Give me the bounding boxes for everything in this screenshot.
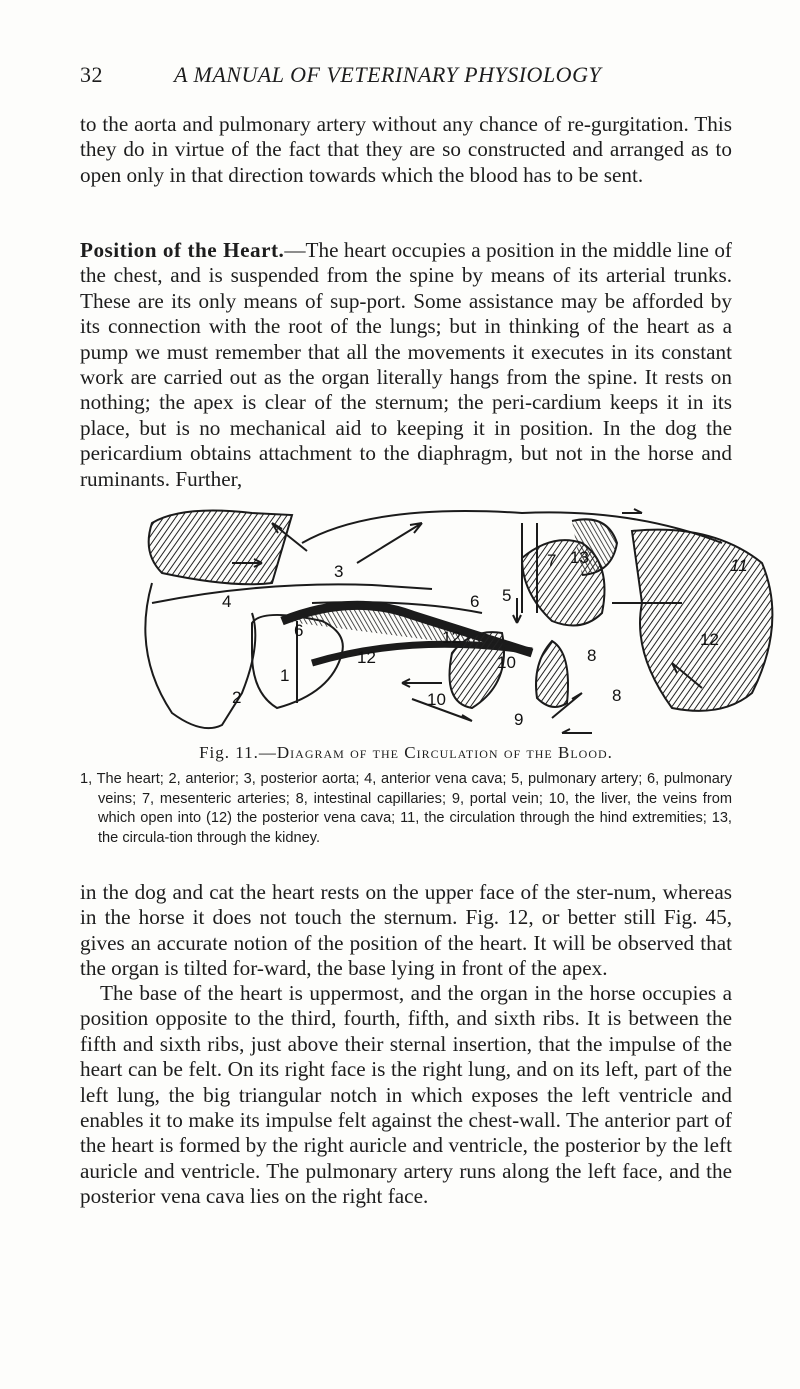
hind-extremities bbox=[632, 530, 772, 711]
label-10b: 10 bbox=[427, 690, 446, 709]
label-9: 9 bbox=[514, 710, 524, 729]
label-1: 1 bbox=[280, 666, 290, 685]
paragraph-dog-cat: in the dog and cat the heart rests on the upper face of the ster-num, whereas in the horse it does not touch the sternum. Fig. 12, or better still Fig. 45, gives an accurate notion of the position of the heart. It will be observed that the organ is tilted for-ward, the base lying in front of the apex. bbox=[80, 880, 732, 981]
circulation-diagram bbox=[112, 503, 792, 738]
label-10a: 10 bbox=[497, 653, 516, 672]
caption-prefix: Fig. 11. bbox=[199, 743, 259, 762]
label-5: 5 bbox=[502, 586, 512, 605]
label-11: 11 bbox=[730, 556, 748, 575]
figure-legend: 1, The heart; 2, anterior; 3, posterior aorta; 4, anterior vena cava; 5, pulmonary artery; 6, pulmonary veins; 7, mesenteric arteries; 8, intestinal capillaries; 9, portal vein; 10, the liver, the veins from which open into (12) the posterior vena cava; 11, the circulation through the hind extremities; 13, the circula-tion through the kidney. bbox=[80, 771, 732, 847]
label-2: 2 bbox=[232, 688, 242, 707]
label-8b: 8 bbox=[587, 646, 597, 665]
running-title: A MANUAL OF VETERINARY PHYSIOLOGY bbox=[174, 62, 602, 87]
page-header bbox=[80, 62, 730, 92]
section-heading: Position of the Heart. bbox=[80, 238, 285, 262]
label-3: 3 bbox=[334, 562, 344, 581]
paragraph-body: —The heart occupies a position in the middle line of the chest, and is suspended from the spine by means of its arterial trunks. These are its only means of sup-port. Some assistance may be afforded by its connection with the root of the lungs; but in thinking of the heart as a pump we must remember that all the movements it executes in its constant work are carried out as the organ literally hangs from the spine. It rests on nothing; the apex is clear of the sternum; the peri-cardium keeps it in its place, but is no mechanical aid to keeping it in position. In the dog the pericardium obtains attachment to the diaphragm, but not in the horse and ruminants. Further, bbox=[80, 238, 732, 491]
label-8a: 8 bbox=[612, 686, 622, 705]
label-6a: 6 bbox=[294, 621, 304, 640]
paragraph-base-of-heart: The base of the heart is uppermost, and the organ in the horse occupies a position opposite to the third, fourth, fifth, and sixth ribs. It is between the fifth and sixth ribs, just above their sternal insertion, that the impulse of the heart can be felt. On its right face is the right lung, and on its left, part of the left lung, the big triangular notch in which exposes the left ventricle and enables it to make its impulse felt against the chest-wall. The anterior part of the heart is formed by the right auricle and ventricle, the posterior by the left auricle and ventricle. The pulmonary artery runs along the left face, and the posterior vena cava lies on the right face. bbox=[80, 981, 732, 1209]
label-12c: 12 bbox=[700, 630, 719, 649]
caption-title: —Diagram of the Circulation of the Blood. bbox=[258, 743, 613, 762]
paragraph-valves: to the aorta and pulmonary artery without any chance of re-gurgitation. This they do in virtue of the fact that they are so constructed and arranged as to open only in that direction towards which the blood has to be sent. bbox=[80, 112, 732, 187]
label-12a: 12 bbox=[442, 628, 461, 647]
figure-caption bbox=[80, 743, 732, 763]
label-12b: 12 bbox=[357, 648, 376, 667]
paragraph-position-of-heart bbox=[80, 238, 732, 492]
page-number: 32 bbox=[80, 62, 103, 87]
upper-trunk bbox=[152, 584, 432, 603]
label-6b: 6 bbox=[470, 592, 480, 611]
head-capillaries bbox=[149, 511, 292, 585]
label-4: 4 bbox=[222, 592, 232, 611]
label-7: 7 bbox=[547, 551, 557, 570]
label-13: 13 bbox=[570, 548, 589, 567]
